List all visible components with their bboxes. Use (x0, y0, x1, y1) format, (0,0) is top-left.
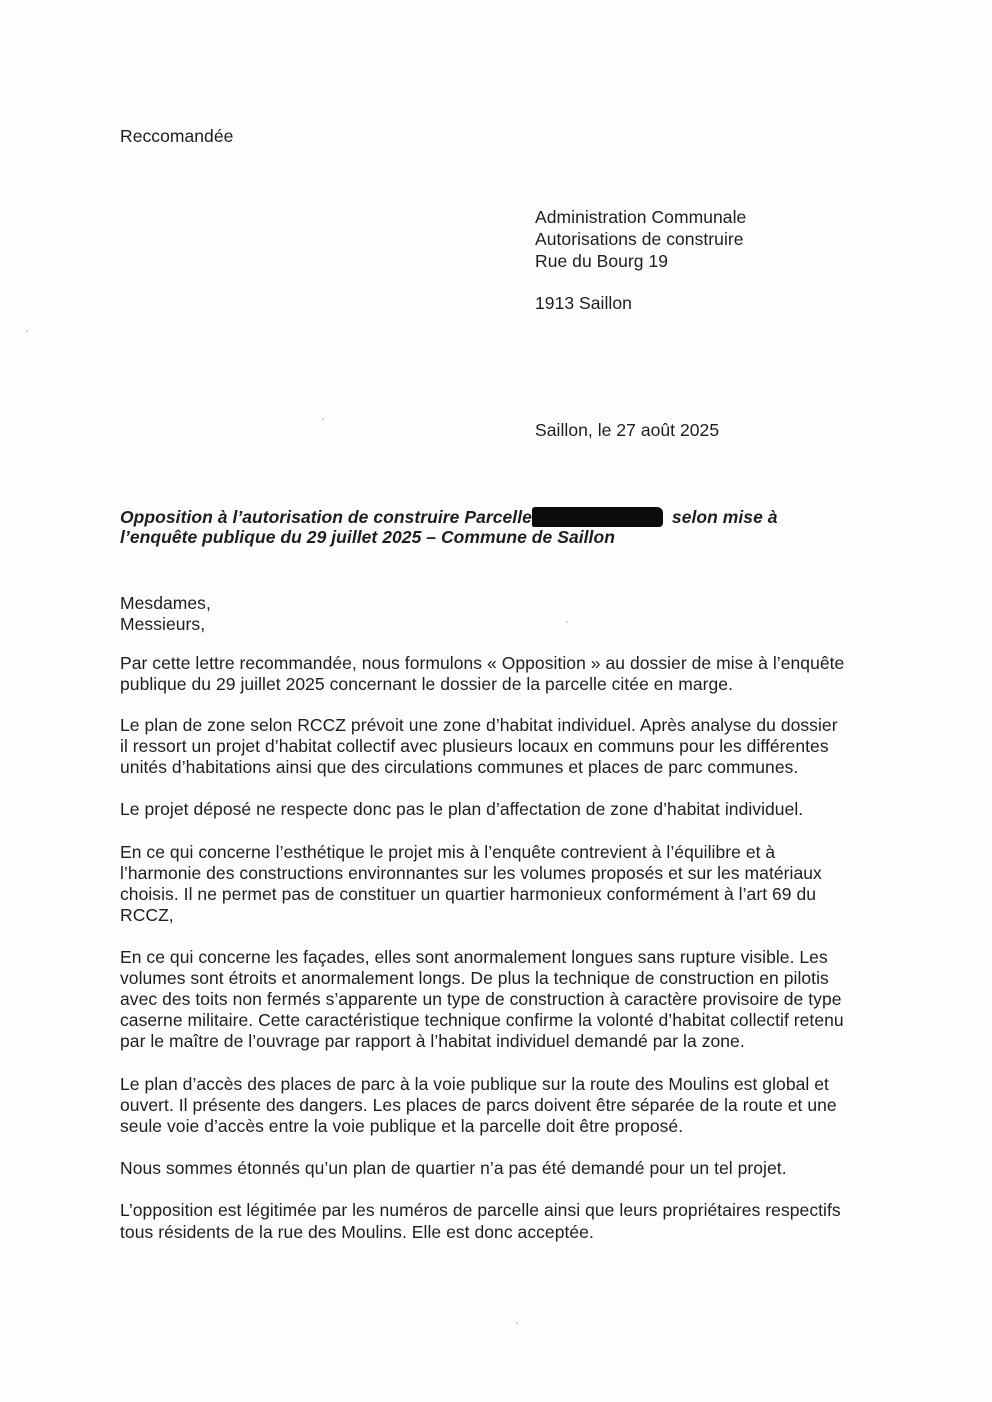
scan-speck (566, 621, 568, 623)
paragraph-line: L’opposition est légitimée par les numéros de parcelle ainsi que leurs propriétaires respectifs (120, 1200, 841, 1220)
paragraph-line: Le plan d’accès des places de parc à la voie publique sur la route des Moulins est global et (120, 1074, 829, 1094)
recipient-line: Administration Communale (535, 207, 747, 227)
salutation-line: Messieurs, (120, 614, 206, 634)
paragraph-line: avec des toits non fermés s’apparente un type de construction à caractère provisoire de type (120, 989, 842, 1009)
subject-line (120, 506, 778, 528)
paragraph-line: Nous sommes étonnés qu’un plan de quartier n’a pas été demandé pour un tel projet. (120, 1158, 787, 1178)
paragraph-line: il ressort un projet d’habitat collectif avec plusieurs locaux en communs pour les différentes (120, 736, 829, 756)
redaction-bar (532, 507, 663, 527)
paragraph-line: Le plan de zone selon RCCZ prévoit une zone d’habitat individuel. Après analyse du dossier (120, 715, 838, 735)
paragraph-line: tous résidents de la rue des Moulins. Elle est donc acceptée. (120, 1222, 594, 1242)
paragraph-line: l’harmonie des constructions environnantes sur les volumes proposés et sur les matériaux (120, 863, 822, 883)
recipient-line: Rue du Bourg 19 (535, 251, 669, 271)
paragraph-line: RCCZ, (120, 905, 174, 925)
paragraph-line: par le maître de l’ouvrage par rapport à l’habitat individuel demandé par la zone. (120, 1031, 745, 1051)
scan-speck (322, 418, 324, 420)
scan-speck (516, 1322, 518, 1324)
paragraph-line: Le projet déposé ne respecte donc pas le plan d’affectation de zone d’habitat individuel. (120, 799, 804, 819)
recipient-line: Autorisations de construire (535, 229, 744, 249)
paragraph-line: seule voie d’accès entre la voie publique et la parcelle doit être proposé. (120, 1116, 684, 1136)
paragraph-line: volumes sont étroits et anormalement longs. De plus la technique de construction en pilotis (120, 968, 829, 988)
paragraph-line: choisis. Il ne permet pas de constituer un quartier harmonieux conformément à l’art 69 du (120, 884, 817, 904)
paragraph-line: En ce qui concerne l’esthétique le projet mis à l’enquête contrevient à l’équilibre et à (120, 842, 776, 862)
subject-text: Opposition à l’autorisation de construire Parcelle (120, 507, 532, 527)
salutation-line: Mesdames, (120, 593, 211, 613)
paragraph-line: En ce qui concerne les façades, elles sont anormalement longues sans rupture visible. Les (120, 947, 828, 967)
paragraph-line: publique du 29 juillet 2025 concernant le dossier de la parcelle citée en marge. (120, 674, 734, 694)
scan-speck (26, 330, 28, 332)
paragraph-line: unités d’habitations ainsi que des circulations communes et places de parc communes. (120, 757, 799, 777)
letter-date: Saillon, le 27 août 2025 (535, 420, 720, 440)
recipient-city: 1913 Saillon (535, 293, 632, 313)
subject-line: l’enquête publique du 29 juillet 2025 – Commune de Saillon (120, 527, 615, 547)
paragraph-line: caserne militaire. Cette caractéristique technique confirme la volonté d’habitat collectif retenu (120, 1010, 844, 1030)
registered-mail-mention: Reccomandée (120, 126, 234, 146)
subject-text: selon mise à (671, 507, 778, 527)
paragraph-line: Par cette lettre recommandée, nous formulons « Opposition » au dossier de mise à l’enquête (120, 653, 845, 673)
paragraph-line: ouvert. Il présente des dangers. Les places de parcs doivent être séparée de la route et une (120, 1095, 837, 1115)
